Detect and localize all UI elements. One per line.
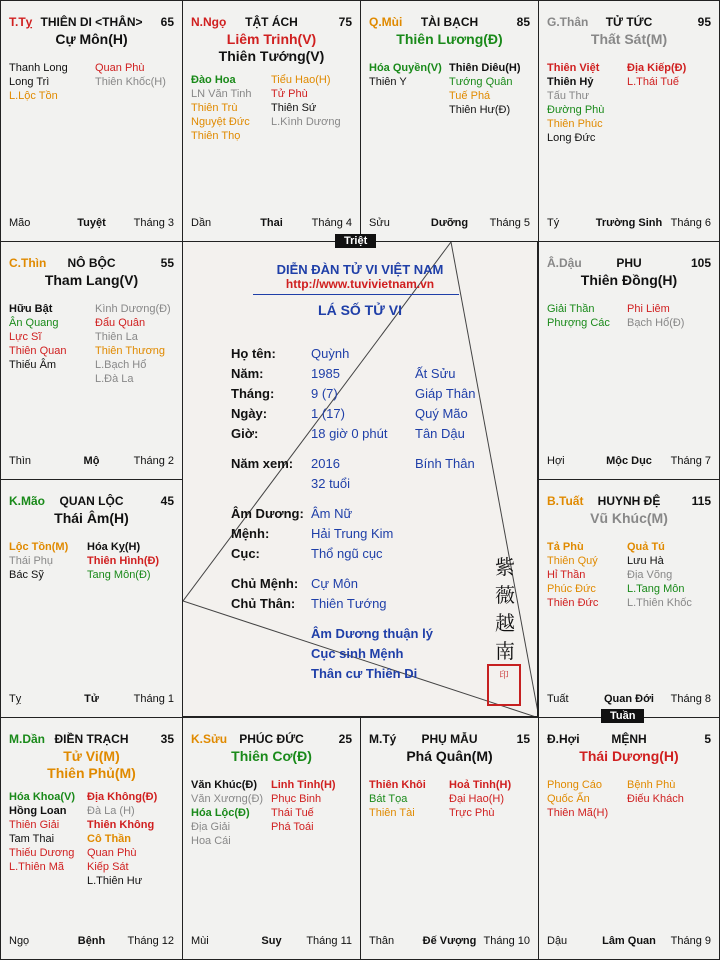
minor-star: Bạch Hổ(Đ) xyxy=(627,317,685,329)
branch-label: Hợi xyxy=(547,455,565,467)
palace-hoi[interactable] xyxy=(538,717,720,960)
life-stage: Tuyệt xyxy=(77,217,106,229)
major-star: Thất Sát(M) xyxy=(590,31,668,47)
minor-star: Ân Quang xyxy=(9,317,59,329)
minor-star: Địa Kiếp(Đ) xyxy=(627,62,687,74)
info-value: Thiên Tướng xyxy=(311,596,387,611)
palace-can-chi: Đ.Hợi xyxy=(547,732,580,746)
minor-star: Bát Tọa xyxy=(369,793,408,805)
palace-suu[interactable] xyxy=(182,717,361,960)
palace-name: MỆNH xyxy=(611,732,647,746)
minor-star: Trực Phù xyxy=(449,807,495,819)
minor-star: Hoả Tinh(H) xyxy=(449,779,512,791)
info-row xyxy=(231,576,531,592)
life-stage: Mộc Dục xyxy=(606,455,652,467)
major-star: Thái Dương(H) xyxy=(579,748,679,764)
life-stage: Mộ xyxy=(83,455,100,467)
major-star: Thiên Đồng(H) xyxy=(580,272,678,288)
palace-footer xyxy=(547,693,711,707)
palace-header xyxy=(547,494,711,508)
minor-stars-right xyxy=(87,540,159,582)
minor-star: Hoa Cái xyxy=(191,835,231,847)
minor-star: Lực Sĩ xyxy=(9,331,42,343)
minor-star: Quả Tú xyxy=(627,541,665,553)
major-star: Thiên Lương(Đ) xyxy=(396,31,503,47)
minor-stars-left xyxy=(9,790,75,874)
life-stage: Bệnh xyxy=(77,935,106,947)
info-value: Quỳnh xyxy=(311,346,350,361)
palace-age: 65 xyxy=(160,15,174,29)
branch-label: Mão xyxy=(9,217,31,229)
minor-star: Thiếu Âm xyxy=(9,359,57,371)
palace-header xyxy=(9,494,174,508)
palace-name: TẬT ÁCH xyxy=(245,15,298,29)
minor-star: Thái Tuế xyxy=(271,807,314,819)
info-row xyxy=(231,406,531,422)
palace-name: QUAN LỘC xyxy=(59,494,124,508)
palace-thin[interactable] xyxy=(0,241,183,480)
palace-dau[interactable] xyxy=(538,241,720,480)
minor-star: Tử Phù xyxy=(271,88,308,100)
info-value: Thổ ngũ cục xyxy=(311,546,383,561)
palace-age: 105 xyxy=(690,256,711,270)
palace-header xyxy=(547,256,711,270)
info-row xyxy=(231,426,531,442)
minor-star: Giải Thần xyxy=(547,303,595,315)
palace-footer xyxy=(369,217,530,231)
month-label: Tháng 4 xyxy=(311,217,352,229)
info-value: Hải Trung Kim xyxy=(311,526,394,541)
palace-age: 5 xyxy=(704,732,711,746)
minor-star: Long Đức xyxy=(547,132,596,144)
palace-can-chi: C.Thìn xyxy=(9,256,47,270)
palace-age: 95 xyxy=(697,15,711,29)
palace-footer xyxy=(9,455,174,469)
palace-header xyxy=(369,732,530,746)
minor-star: Thiên Hư(Đ) xyxy=(449,104,511,116)
life-stage: Tử xyxy=(84,693,99,705)
minor-stars-right xyxy=(271,73,341,129)
minor-star: Phục Binh xyxy=(271,793,322,805)
minor-star: Thiên Khôi xyxy=(369,779,426,791)
palace-name: ĐIỀN TRẠCH xyxy=(54,732,129,746)
info-row xyxy=(231,546,531,562)
minor-stars-right xyxy=(95,61,166,89)
palace-mao[interactable] xyxy=(0,479,183,718)
minor-star: Hồng Loan xyxy=(9,805,67,817)
info-label: Chủ Thân: xyxy=(231,596,296,611)
palace-can-chi: Â.Dậu xyxy=(547,256,582,270)
chart-note: Thân cư Thiên Di xyxy=(311,666,418,681)
info-label: Cục: xyxy=(231,546,260,561)
major-star: Phá Quân(M) xyxy=(406,748,493,764)
minor-star: LN Văn Tinh xyxy=(191,88,252,100)
minor-star: Thiên Trù xyxy=(191,102,238,114)
month-label: Tháng 9 xyxy=(670,935,711,947)
palace-age: 35 xyxy=(160,732,174,746)
minor-star: Thiên Khốc(H) xyxy=(95,76,166,88)
palace-can-chi: K.Sửu xyxy=(191,732,228,746)
palace-age: 85 xyxy=(516,15,530,29)
minor-star: Thái Phụ xyxy=(9,555,54,567)
branch-label: Sửu xyxy=(369,217,390,229)
info-row xyxy=(231,456,531,472)
minor-star: Lộc Tồn(M) xyxy=(9,541,69,553)
palace-name: HUYNH ĐỆ xyxy=(597,494,661,508)
chart-note: Cục sinh Mệnh xyxy=(311,646,404,661)
life-stage: Đế Vượng xyxy=(422,935,477,947)
palace-age: 75 xyxy=(338,15,352,29)
minor-star: Quan Phù xyxy=(95,62,145,74)
info-value-2: Giáp Thân xyxy=(415,386,476,401)
branch-label: Thìn xyxy=(9,455,32,467)
info-value-2: Bính Thân xyxy=(415,456,475,471)
minor-star: Phúc Đức xyxy=(547,583,596,595)
palace-mui[interactable] xyxy=(360,0,539,242)
palace-header xyxy=(191,732,352,746)
minor-stars-right xyxy=(627,61,686,89)
month-label: Tháng 10 xyxy=(483,935,530,947)
info-label: Năm xem: xyxy=(231,456,294,471)
minor-star: Linh Tinh(H) xyxy=(271,779,336,791)
minor-star: Thiên Đức xyxy=(547,597,599,609)
minor-stars-left xyxy=(9,540,68,582)
minor-star: Kiếp Sát xyxy=(87,861,129,873)
info-value: 2016 xyxy=(311,456,340,471)
minor-star: Thiên Hỷ xyxy=(547,76,594,88)
minor-star: Đào Hoa xyxy=(191,74,236,86)
palace-name: THIÊN DI <THÂN> xyxy=(40,15,143,29)
minor-stars-right xyxy=(271,778,336,834)
minor-star: Thiên Diêu(H) xyxy=(449,62,521,74)
tuan-marker: Tuần xyxy=(601,709,644,723)
minor-star: Thiên Thương xyxy=(95,345,166,357)
minor-star: Bệnh Phù xyxy=(627,779,676,791)
palace-age: 15 xyxy=(516,732,530,746)
info-value-2: Quý Mão xyxy=(415,406,468,421)
minor-star: Địa Không(Đ) xyxy=(87,791,158,803)
minor-stars-right xyxy=(449,61,521,117)
minor-star: Thiên Quý xyxy=(547,555,598,567)
minor-star: Lưu Hà xyxy=(627,555,664,567)
minor-star: Thiên Phúc xyxy=(547,118,603,130)
minor-star: Long Trì xyxy=(9,76,50,88)
minor-stars-left xyxy=(191,73,252,143)
minor-star: Hỉ Thần xyxy=(547,569,586,581)
palace-can-chi: M.Tý xyxy=(369,732,397,746)
palace-name: TÀI BẠCH xyxy=(420,15,479,29)
minor-star: Hữu Bật xyxy=(9,303,53,315)
life-stage: Suy xyxy=(261,935,282,947)
palace-footer xyxy=(191,217,352,231)
palace-footer xyxy=(369,935,530,949)
minor-star: Tang Môn(Đ) xyxy=(87,569,151,581)
minor-star: Tiểu Hao(H) xyxy=(271,74,331,86)
palace-age: 55 xyxy=(160,256,174,270)
chart-title: LÁ SỐ TỬ VI xyxy=(318,302,402,318)
minor-star: Cô Thần xyxy=(87,833,131,845)
minor-star: Thiên Tài xyxy=(369,807,415,819)
minor-star: Thiên La xyxy=(95,331,138,343)
info-label: Âm Dương: xyxy=(231,506,304,521)
seal-stamp: 印 xyxy=(487,664,521,706)
minor-stars-left xyxy=(9,302,66,372)
minor-stars-right xyxy=(449,778,511,820)
info-label: Giờ: xyxy=(231,426,259,441)
minor-stars-right xyxy=(87,790,157,888)
palace-can-chi: Q.Mùi xyxy=(369,15,403,29)
month-label: Tháng 3 xyxy=(133,217,174,229)
major-star: Liêm Trinh(V) xyxy=(226,31,317,47)
minor-stars-right xyxy=(627,778,684,806)
info-value-2: Tân Dậu xyxy=(415,426,465,441)
month-label: Tháng 2 xyxy=(133,455,174,467)
palace-can-chi: G.Thân xyxy=(547,15,589,29)
info-value: Cự Môn xyxy=(311,576,358,591)
info-value: 32 tuổi xyxy=(311,476,351,491)
minor-stars-right xyxy=(627,302,684,330)
info-value: 1985 xyxy=(311,366,340,381)
palace-age: 115 xyxy=(691,494,711,508)
major-star: Tử Vi(M) xyxy=(63,748,120,764)
minor-star: Tả Phù xyxy=(547,541,584,553)
minor-star: Thiên Không xyxy=(87,819,155,831)
major-star: Cự Môn(H) xyxy=(55,31,128,47)
minor-star: Quốc Ấn xyxy=(547,793,590,805)
triet-marker: Triệt xyxy=(335,234,376,248)
minor-star: Đẩu Quân xyxy=(95,317,146,329)
chart-note: Âm Dương thuận lý xyxy=(311,626,433,641)
palace-can-chi: N.Ngọ xyxy=(191,15,227,29)
minor-stars-right xyxy=(95,302,171,386)
month-label: Tháng 8 xyxy=(670,693,711,705)
branch-label: Tý xyxy=(547,217,560,229)
minor-star: L.Lộc Tồn xyxy=(9,90,58,102)
minor-star: Đà La (H) xyxy=(87,805,135,817)
palace-footer xyxy=(9,217,174,231)
minor-star: Tam Thai xyxy=(9,833,55,845)
branch-label: Ngọ xyxy=(9,935,30,947)
minor-star: Địa Võng xyxy=(627,569,673,581)
major-star: Thiên Phủ(M) xyxy=(47,765,136,781)
minor-star: L.Thiên Mã xyxy=(9,861,65,873)
major-star: Thiên Cơ(Đ) xyxy=(231,748,312,764)
minor-star: Kình Dương(Đ) xyxy=(95,303,171,315)
minor-star: Tướng Quân xyxy=(449,76,513,88)
minor-star: Thiên Sứ xyxy=(271,102,317,114)
life-stage: Trường Sinh xyxy=(595,217,663,229)
palace-can-chi: K.Mão xyxy=(9,494,45,508)
palace-footer xyxy=(191,935,352,949)
palace-header xyxy=(9,256,174,270)
minor-star: Văn Khúc(Đ) xyxy=(191,779,257,791)
palace-footer xyxy=(9,935,174,949)
minor-star: Tuế Phá xyxy=(449,90,491,102)
info-label: Họ tên: xyxy=(231,346,276,361)
minor-star: Thanh Long xyxy=(9,62,68,74)
minor-star: Đại Hao(H) xyxy=(449,793,505,805)
minor-star: Thiên Mã(H) xyxy=(547,807,609,819)
branch-label: Dần xyxy=(191,217,212,229)
minor-star: Thiên Thọ xyxy=(191,130,241,142)
minor-star: Phi Liêm xyxy=(627,303,670,315)
palace-footer xyxy=(547,935,711,949)
palace-age: 45 xyxy=(160,494,174,508)
minor-star: Hóa Kỵ(H) xyxy=(87,541,141,553)
life-stage: Lâm Quan xyxy=(602,935,656,947)
minor-star: L.Bạch Hổ xyxy=(95,359,147,371)
calligraphy: 紫薇越南 xyxy=(495,557,515,663)
month-label: Tháng 5 xyxy=(489,217,530,229)
life-stage: Dưỡng xyxy=(430,217,469,229)
branch-label: Tuất xyxy=(547,693,569,705)
minor-star: L.Thái Tuế xyxy=(627,76,679,88)
minor-star: Điếu Khách xyxy=(627,793,684,805)
minor-star: Thiếu Dương xyxy=(9,847,75,859)
minor-star: Thiên Giải xyxy=(9,819,60,831)
palace-footer xyxy=(547,455,711,469)
info-row xyxy=(231,386,531,402)
palace-name: NÔ BỘC xyxy=(67,256,116,270)
info-row xyxy=(231,346,531,362)
minor-star: Thiên Quan xyxy=(9,345,67,357)
info-row xyxy=(231,526,531,542)
major-star: Vũ Khúc(M) xyxy=(590,510,668,526)
minor-stars-left xyxy=(9,61,68,103)
palace-header xyxy=(9,732,174,746)
center-panel xyxy=(182,241,538,717)
minor-stars-right xyxy=(627,540,692,610)
minor-star: L.Đà La xyxy=(95,373,134,385)
info-row xyxy=(231,506,531,522)
minor-star: Thiên Y xyxy=(369,76,407,88)
minor-star: Phượng Các xyxy=(547,317,610,329)
palace-name: PHU xyxy=(616,256,642,270)
minor-star: Tấu Thư xyxy=(547,90,590,102)
minor-star: Quan Phù xyxy=(87,847,137,859)
life-stage: Quan Đới xyxy=(604,693,654,705)
minor-star: L.Thiên Khốc xyxy=(627,597,692,609)
info-value: 1 (17) xyxy=(311,406,345,421)
branch-label: Mùi xyxy=(191,935,209,947)
info-label: Năm: xyxy=(231,366,264,381)
major-star: Thiên Tướng(V) xyxy=(218,48,325,64)
minor-star: Hóa Lộc(Đ) xyxy=(191,807,250,819)
info-value: Âm Nữ xyxy=(311,506,353,521)
month-label: Tháng 11 xyxy=(306,935,352,947)
branch-label: Thân xyxy=(369,935,395,947)
palace-header xyxy=(9,15,174,29)
minor-star: Phá Toái xyxy=(271,821,314,833)
palace-can-chi: M.Dần xyxy=(9,732,45,746)
minor-star: Hóa Khoa(V) xyxy=(9,791,75,803)
palace-tuat[interactable] xyxy=(538,479,720,718)
palace-footer xyxy=(9,693,174,707)
minor-star: Phong Cáo xyxy=(547,779,603,791)
palace-name: TỬ TỨC xyxy=(605,15,653,29)
palace-header xyxy=(191,15,352,29)
month-label: Tháng 6 xyxy=(670,217,711,229)
month-label: Tháng 1 xyxy=(133,693,174,705)
palace-can-chi: B.Tuất xyxy=(547,494,584,508)
palace-header xyxy=(547,15,711,29)
info-row xyxy=(231,596,531,612)
minor-stars-left xyxy=(369,778,426,820)
info-value: 18 giờ 0 phút xyxy=(311,426,388,441)
minor-stars-left xyxy=(547,61,604,145)
minor-star: Nguyệt Đức xyxy=(191,116,250,128)
info-row xyxy=(231,366,531,382)
minor-star: L.Thiên Hư xyxy=(87,875,143,887)
minor-stars-left xyxy=(547,540,598,610)
palace-ngo[interactable] xyxy=(182,0,361,242)
branch-label: Tỵ xyxy=(9,693,22,705)
palace-footer xyxy=(547,217,711,231)
info-row xyxy=(231,476,531,492)
info-label: Ngày: xyxy=(231,406,268,421)
palace-dan[interactable] xyxy=(0,717,183,960)
major-star: Thái Âm(H) xyxy=(54,510,129,526)
palace-name: PHỤ MẪU xyxy=(421,732,478,746)
palace-name: PHÚC ĐỨC xyxy=(239,732,304,746)
info-value: 9 (7) xyxy=(311,386,338,401)
minor-star: L.Kình Dương xyxy=(271,116,341,128)
minor-star: Thiên Hình(Đ) xyxy=(87,555,160,567)
palace-ty[interactable] xyxy=(360,717,539,960)
palace-than[interactable] xyxy=(538,0,720,242)
forum-title: DIỄN ĐÀN TỬ VI VIỆT NAM xyxy=(276,262,444,277)
palace-header xyxy=(369,15,530,29)
forum-url[interactable]: http://www.tuvivietnam.vn xyxy=(285,277,435,291)
minor-stars-left xyxy=(369,61,442,89)
branch-label: Dậu xyxy=(547,935,568,947)
minor-stars-left xyxy=(191,778,263,848)
month-label: Tháng 12 xyxy=(127,935,174,947)
minor-star: Địa Giải xyxy=(191,821,231,833)
minor-stars-left xyxy=(547,778,608,820)
divider xyxy=(253,294,459,295)
minor-star: Hóa Quyền(V) xyxy=(369,62,442,74)
minor-stars-left xyxy=(547,302,610,330)
info-value-2: Ất Sửu xyxy=(415,366,456,381)
life-stage: Thai xyxy=(260,217,283,229)
minor-star: Văn Xương(Đ) xyxy=(191,793,264,805)
info-label: Mệnh: xyxy=(231,526,270,541)
palace-header xyxy=(547,732,711,746)
minor-star: Bác Sỹ xyxy=(9,569,44,581)
minor-star: L.Tang Môn xyxy=(627,583,685,595)
minor-star: Đường Phù xyxy=(547,104,605,116)
month-label: Tháng 7 xyxy=(670,455,711,467)
info-label: Tháng: xyxy=(231,386,275,401)
minor-star: Thiên Việt xyxy=(547,62,600,74)
info-label: Chủ Mệnh: xyxy=(231,576,299,591)
major-star: Tham Lang(V) xyxy=(44,272,139,288)
palace-can-chi: T.Tỵ xyxy=(9,15,33,29)
palace-ti[interactable] xyxy=(0,0,183,242)
palace-age: 25 xyxy=(338,732,352,746)
